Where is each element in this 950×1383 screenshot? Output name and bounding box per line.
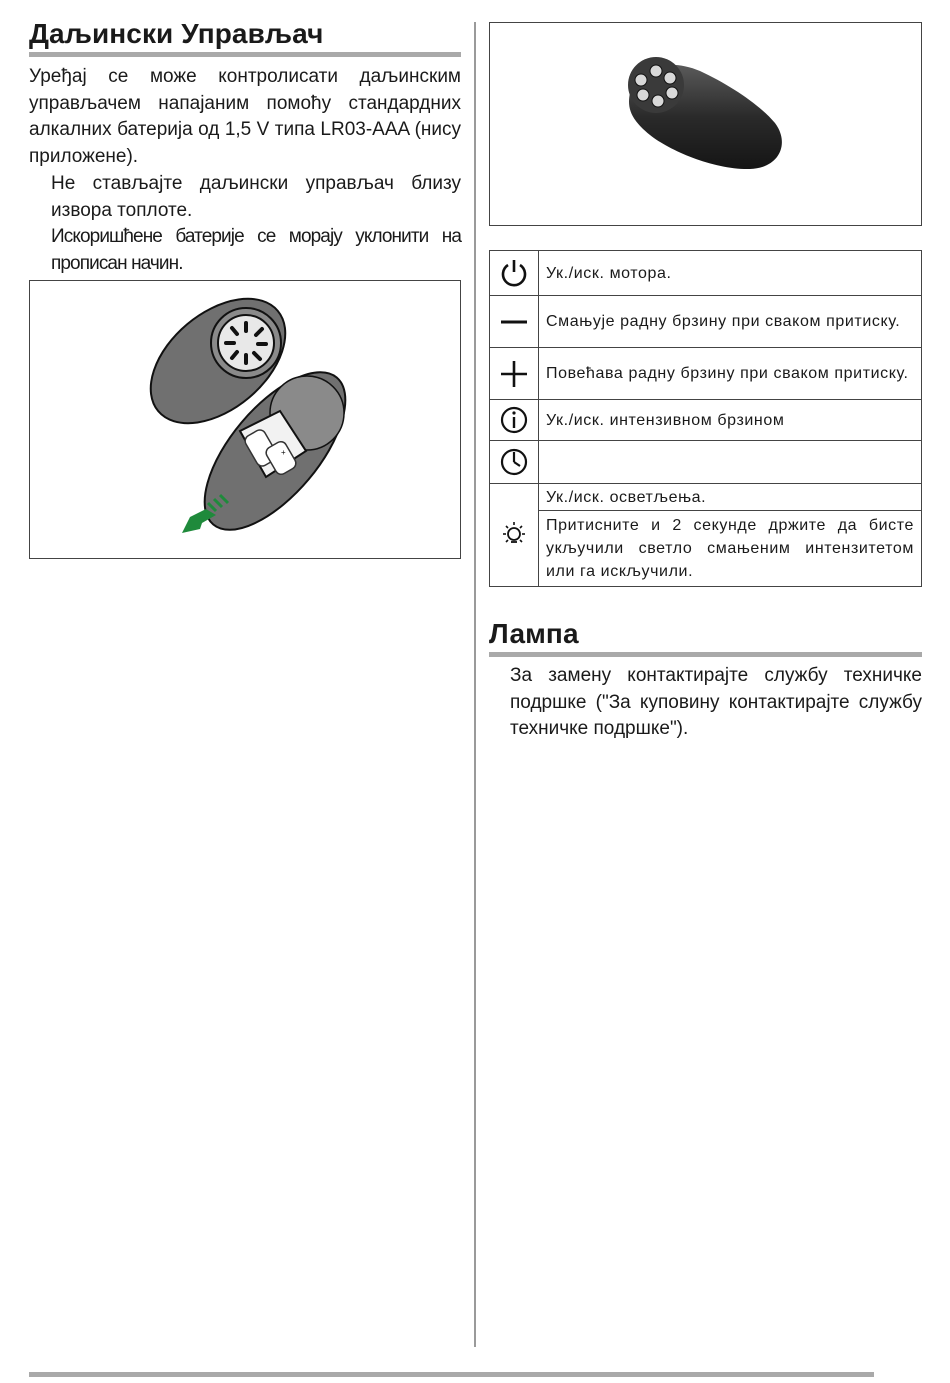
control-description: Ук./иск. осветљења. bbox=[539, 484, 922, 511]
control-description bbox=[539, 441, 922, 484]
table-row bbox=[490, 441, 922, 484]
column-divider bbox=[474, 22, 476, 1347]
info-icon bbox=[499, 405, 529, 435]
control-description: Смањује радну брзину при сваком притиску. bbox=[539, 296, 922, 348]
remote-paragraph-2: Не стављајте даљински управљач близу извора топлоте. bbox=[51, 173, 461, 221]
controls-table bbox=[489, 250, 922, 587]
timer-icon bbox=[499, 447, 529, 477]
control-description-extra: Притисните и 2 секунде држите да бисте укључили светло смањеним интензитетом или га искључили. bbox=[539, 511, 922, 587]
minus-icon bbox=[499, 307, 529, 337]
table-row bbox=[490, 296, 922, 348]
battery-replacement-illustration bbox=[30, 281, 460, 558]
lamp-section-title: Лампа bbox=[489, 618, 922, 657]
table-row bbox=[490, 348, 922, 400]
lamp-section-text: За замену контактирајте службу техничке подршке ("За куповину контактирајте службу техничке подршке"). bbox=[510, 665, 922, 739]
light-icon bbox=[499, 520, 529, 550]
table-row bbox=[490, 400, 922, 441]
svg-text:+: + bbox=[281, 448, 286, 457]
control-description: Повећава радну брзину при сваком притиску. bbox=[539, 348, 922, 400]
table-row bbox=[490, 511, 922, 587]
plus-icon bbox=[499, 359, 529, 389]
footer-rule bbox=[29, 1372, 874, 1377]
remote-paragraph-3: Искоришћене батерије се морају уклонити на прописан начин. bbox=[51, 226, 461, 274]
table-row bbox=[490, 251, 922, 296]
remote-control-photo bbox=[490, 23, 921, 225]
control-description: Ук./иск. мотора. bbox=[539, 251, 922, 296]
control-description: Ук./иск. интензивном брзином bbox=[539, 400, 922, 441]
remote-paragraph-1: Уређај се може контролисати даљинским управљачем напајаним помоћу стандардних алкалних батерија од 1,5 V типа LR03-AAA (нису приложене). bbox=[29, 66, 461, 167]
table-row bbox=[490, 484, 922, 511]
power-icon bbox=[499, 258, 529, 288]
remote-photo-figure bbox=[489, 22, 922, 226]
remote-section-title: Даљински Управљач bbox=[29, 18, 461, 57]
battery-figure bbox=[29, 280, 461, 559]
